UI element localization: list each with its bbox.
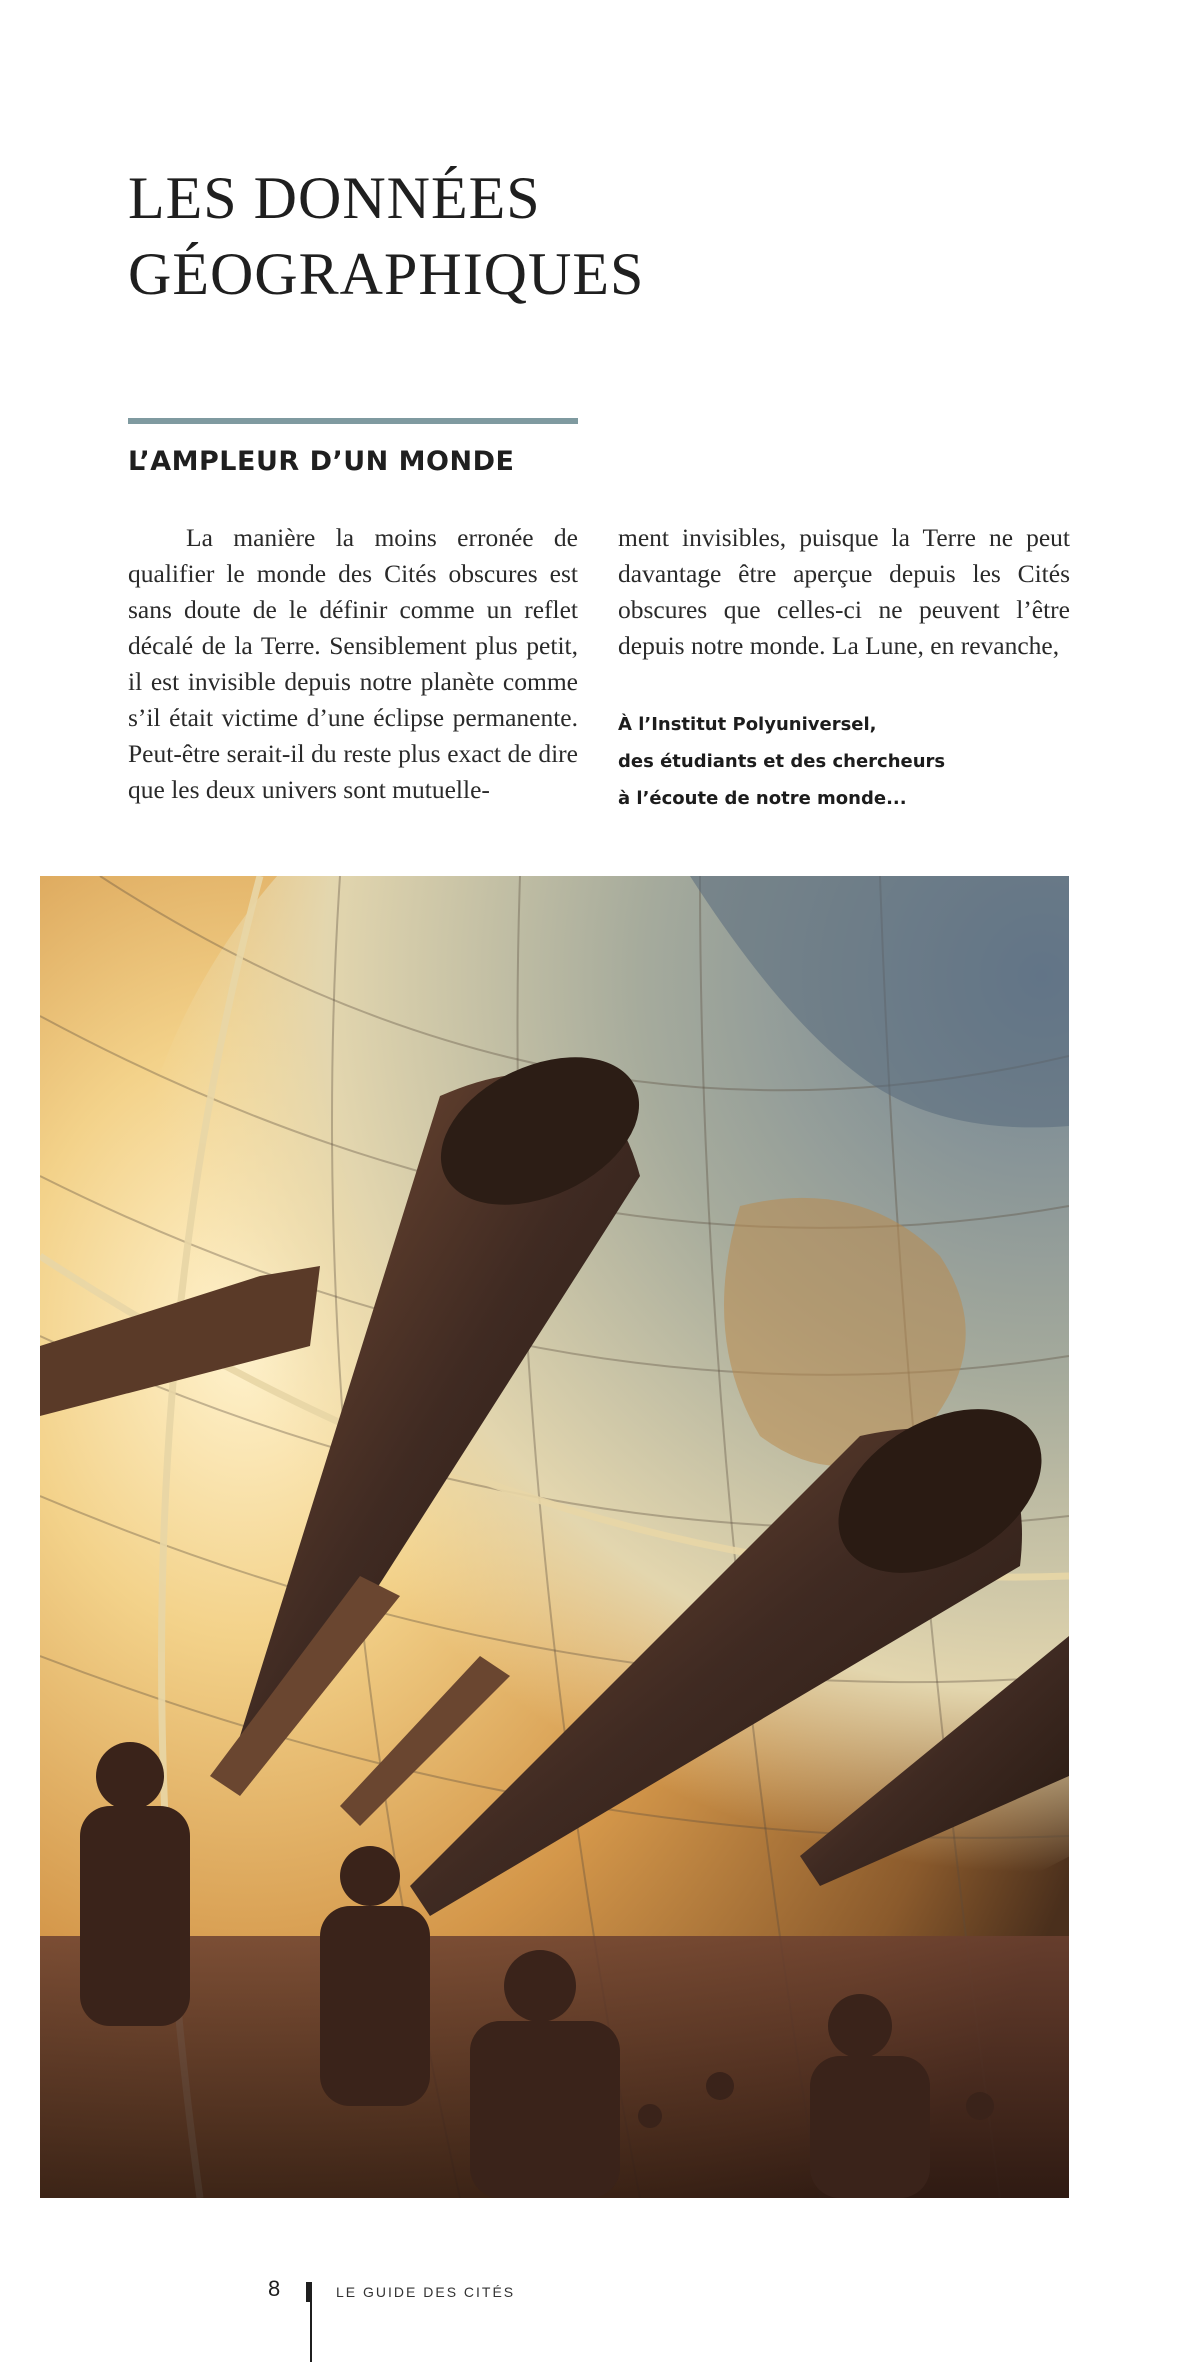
body-paragraph-left: La manière la moins erronée de qualifier le monde des Cités obscures est sans doute de le définir comme un reflet décalé de la Terre. Sensiblement plus petit, il est invisible depuis notre planète comme s’il était victime d’une éclipse permanente. Peut-être serait-il du reste plus exact de dire que les deux univers sont mutuelle- [128, 523, 578, 804]
running-title: LE GUIDE DES CITÉS [336, 2284, 516, 2300]
body-column-left [128, 520, 578, 808]
page-number: 8 [268, 2276, 281, 2301]
section-divider [128, 418, 578, 424]
body-paragraph-right: ment invisibles, puisque la Terre ne peut davantage être aperçue depuis les Cités obscures que celles-ci ne peuvent l’être depuis notre monde. La Lune, en revanche, [618, 523, 1070, 660]
caption-line-2: des étudiants et des chercheurs [618, 751, 946, 772]
footer-marker [306, 2282, 312, 2302]
page-title [128, 160, 1028, 312]
section-heading: L’AMPLEUR D’UN MONDE [128, 446, 515, 477]
observatory-illustration [40, 876, 1069, 2198]
caption-line-3: à l’écoute de notre monde... [618, 788, 907, 809]
caption-line-1: À l’Institut Polyuniversel, [618, 714, 877, 735]
illustration-caption [618, 706, 945, 817]
page-title-line-2: GÉOGRAPHIQUES [128, 241, 645, 307]
page-title-line-1: LES DONNÉES [128, 165, 541, 231]
footer-divider [310, 2300, 312, 2362]
body-column-right [618, 520, 1070, 664]
